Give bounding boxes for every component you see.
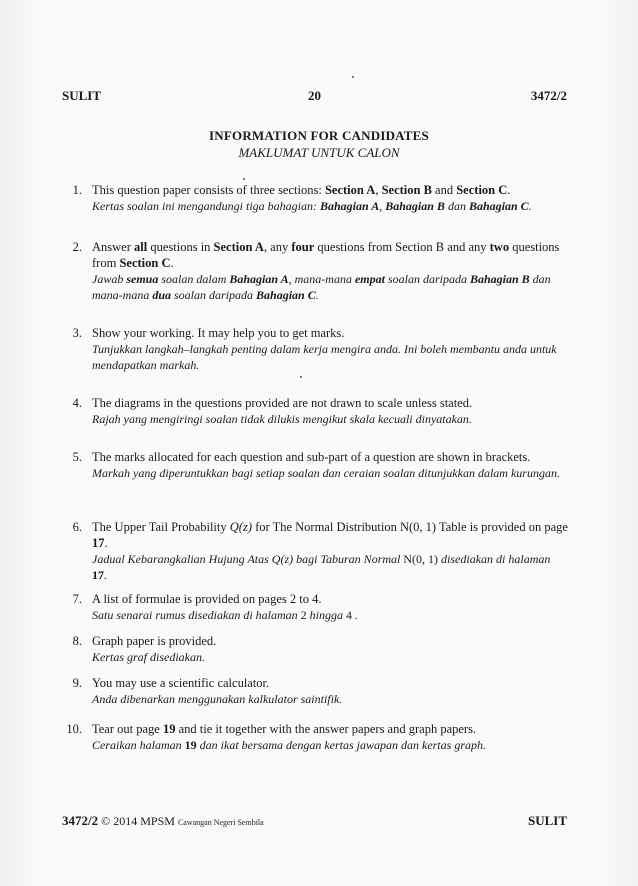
item-malay: Kertas graf disediakan. [92, 650, 205, 664]
item-malay: Markah yang diperuntukkan bagi setiap soalan dan ceraian soalan ditunjukkan dalam kurungan. [92, 466, 560, 480]
item-number: 5. [72, 450, 82, 464]
item-number: 9. [72, 676, 82, 690]
item-english: You may use a scientific calculator. [92, 676, 270, 690]
scan-speck [243, 178, 245, 180]
instruction-item-2 [58, 239, 568, 303]
item-number: 1. [72, 183, 82, 197]
instruction-item-7 [58, 591, 568, 623]
item-english: The marks allocated for each question and sub-part of a question are shown in brackets. [92, 450, 531, 464]
instruction-item-8 [58, 633, 568, 665]
instruction-item-10 [58, 721, 568, 753]
instruction-item-3 [58, 325, 568, 373]
item-number: 3. [72, 326, 82, 340]
item-malay: Rajah yang mengiringi soalan tidak dilukis mengikut skala kecuali dinyatakan. [92, 412, 472, 426]
item-english: This question paper consists of three sections: Section A, Section B and Section C. [92, 183, 511, 197]
item-malay: Jawab semua soalan dalam Bahagian A, mana-mana empat soalan daripada Bahagian B dan mana-mana dua soalan daripada Bahagian C. [92, 272, 551, 302]
item-malay: Satu senarai rumus disediakan di halaman 2 hingga 4 . [92, 608, 359, 622]
page-footer [62, 813, 567, 831]
title-english: INFORMATION FOR CANDIDATES [209, 128, 429, 143]
item-malay: Tunjukkan langkah–langkah penting dalam kerja mengira anda. Ini boleh membantu anda untuk mendapatkan markah. [92, 342, 557, 372]
item-english: Tear out page 19 and tie it together with the answer papers and graph papers. [92, 722, 477, 736]
item-malay: Kertas soalan ini mengandungi tiga bahagian: Bahagian A, Bahagian B dan Bahagian C. [92, 199, 532, 213]
item-number: 7. [72, 592, 82, 606]
item-english: The diagrams in the questions provided are not drawn to scale unless stated. [92, 396, 473, 410]
page-header [62, 88, 567, 106]
instruction-item-1 [58, 182, 568, 214]
footer-copyright: 3472/2 © 2014 MPSM Cawangan Negeri Sembila [62, 813, 264, 828]
scan-speck [352, 76, 354, 78]
footer-sulit: SULIT [527, 813, 567, 828]
item-english: A list of formulae is provided on pages 2 to 4. [92, 592, 322, 606]
item-number: 4. [72, 396, 82, 410]
header-paper-code: 3472/2 [530, 88, 567, 103]
item-english: Show your working. It may help you to get marks. [92, 326, 345, 340]
instruction-item-5 [58, 449, 568, 481]
item-number: 10. [66, 722, 82, 736]
item-number: 6. [72, 520, 82, 534]
title-malay: MAKLUMAT UNTUK CALON [238, 145, 400, 160]
instruction-item-9 [58, 675, 568, 707]
header-sulit: SULIT [62, 88, 102, 103]
page-number: 20 [308, 88, 321, 103]
instruction-item-4 [58, 395, 568, 427]
item-english: Answer all questions in Section A, any four questions from Section B and any two questions from Section C. [92, 240, 560, 270]
item-number: 8. [72, 634, 82, 648]
instruction-item-6 [58, 519, 568, 583]
item-english: The Upper Tail Probability Q(z) for The Normal Distribution N(0, 1) Table is provided on page 17. [92, 520, 568, 550]
item-malay: Jadual Kebarangkalian Hujung Atas Q(z) bagi Taburan Normal N(0, 1) disediakan di halaman 17. [92, 552, 551, 582]
item-english: Graph paper is provided. [92, 634, 217, 648]
title-block [0, 128, 638, 161]
item-malay: Anda dibenarkan menggunakan kalkulator saintifik. [92, 692, 343, 706]
item-number: 2. [72, 240, 82, 254]
scan-speck [300, 376, 302, 378]
item-malay: Ceraikan halaman 19 dan ikat bersama dengan kertas jawapan dan kertas graph. [92, 738, 486, 752]
